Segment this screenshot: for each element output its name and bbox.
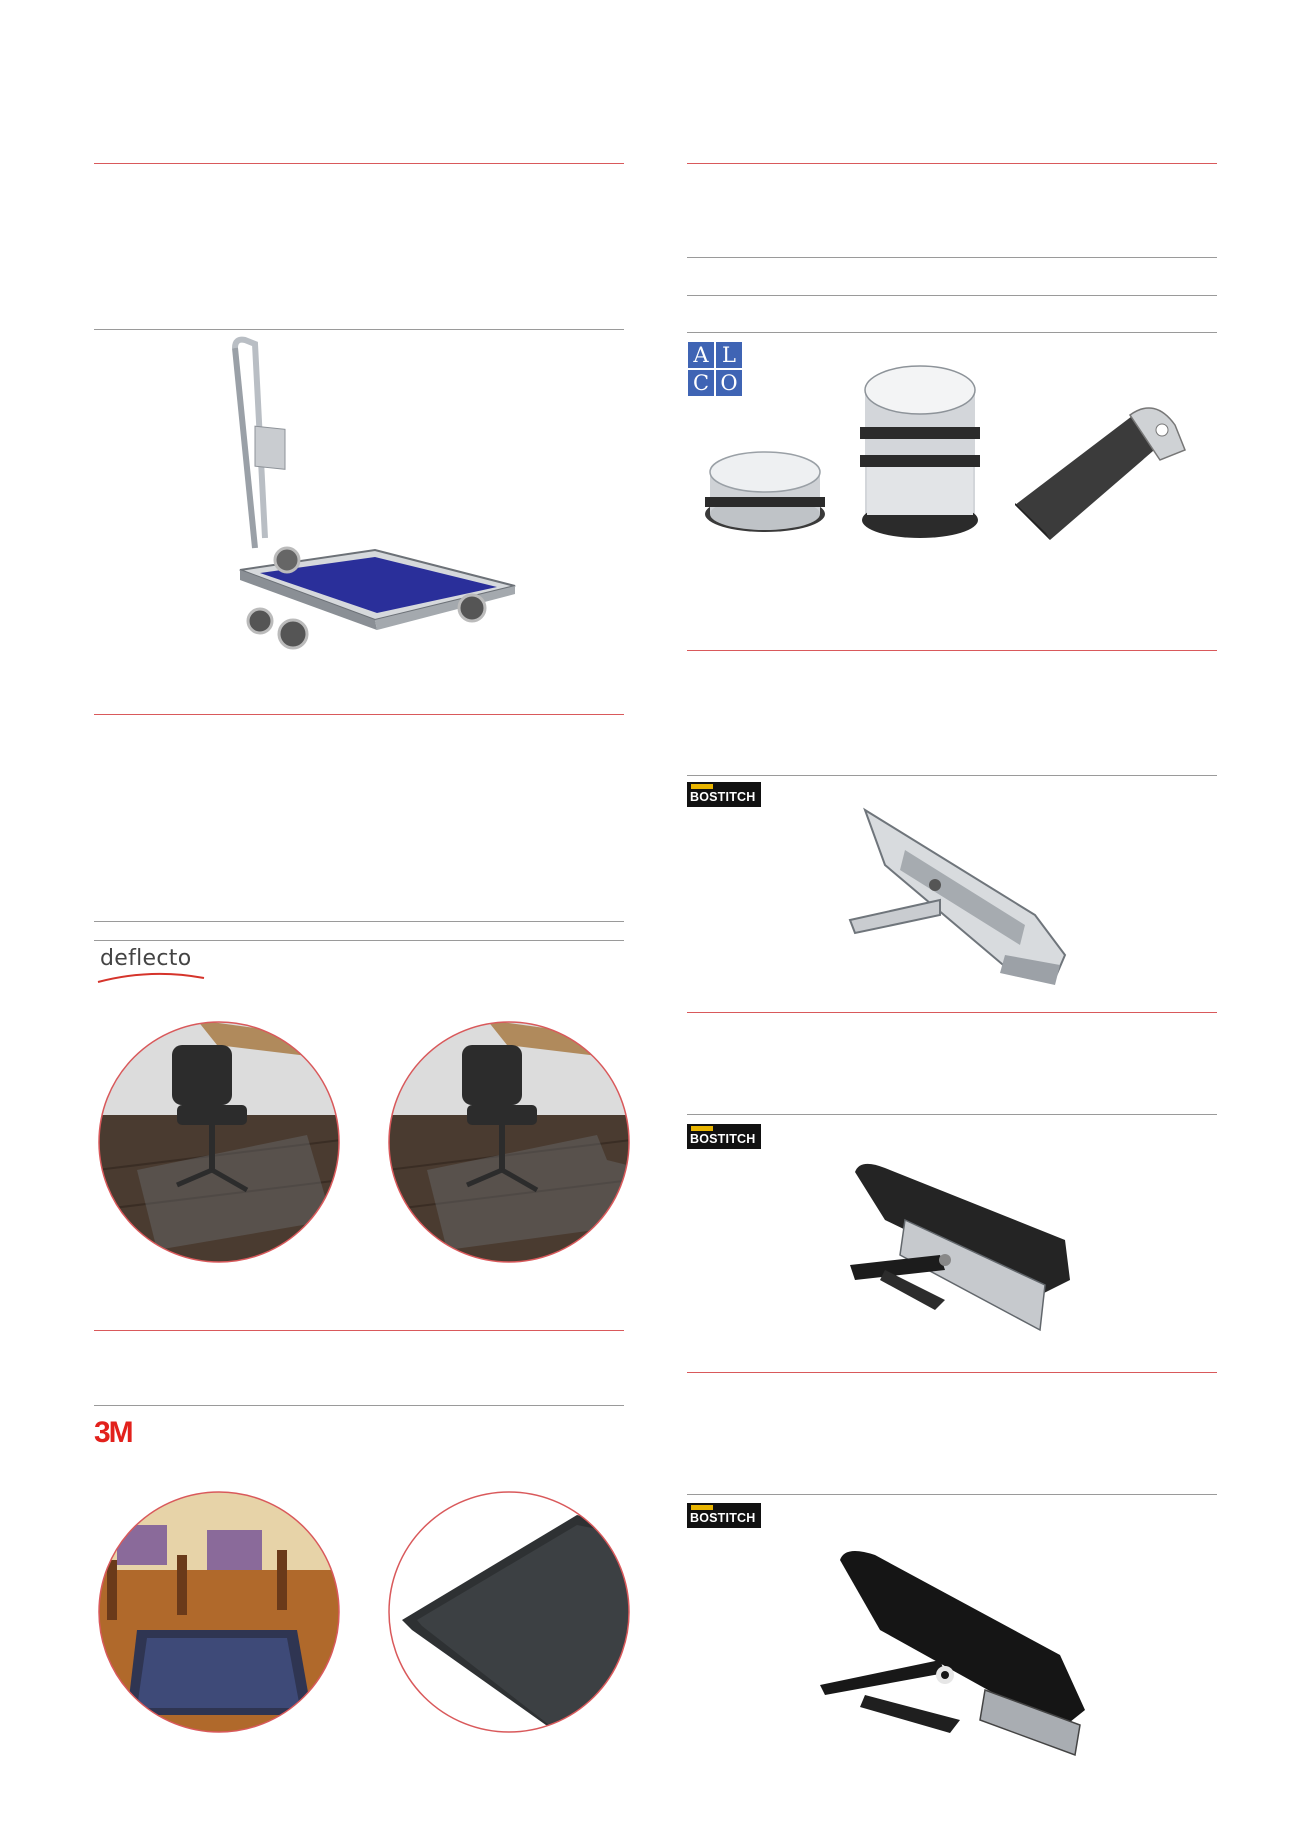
section-rule xyxy=(94,329,624,330)
section-rule xyxy=(687,1372,1217,1373)
deflecto-logo-text: deflecto xyxy=(100,946,192,971)
section-rule xyxy=(687,1114,1217,1115)
plier-stapler-black-image xyxy=(820,1545,1100,1765)
deflecto-swoosh-icon xyxy=(96,972,206,984)
section-rule xyxy=(94,1330,624,1331)
bostitch-logo-text: BOSTITCH xyxy=(690,1511,756,1525)
chair-mat-rectangular-image xyxy=(97,1020,341,1264)
door-stop-round-low-image xyxy=(700,442,835,542)
bostitch-logo xyxy=(687,1124,761,1149)
bostitch-logo-text: BOSTITCH xyxy=(690,1132,756,1146)
platform-trolley-image xyxy=(225,338,525,658)
alco-logo xyxy=(688,342,742,396)
section-rule xyxy=(687,775,1217,776)
section-rule xyxy=(687,163,1217,164)
entrance-mat-corner-image xyxy=(387,1490,631,1734)
section-rule xyxy=(94,163,624,164)
section-rule xyxy=(687,295,1217,296)
section-rule xyxy=(94,940,624,941)
entrance-mat-restaurant-image xyxy=(97,1490,341,1734)
bostitch-logo-text: BOSTITCH xyxy=(690,790,756,804)
three-m-logo: 3M xyxy=(94,1416,132,1449)
door-stop-wedge-image xyxy=(1010,405,1210,540)
bostitch-logo xyxy=(687,1503,761,1528)
bostitch-logo xyxy=(687,782,761,807)
section-rule xyxy=(687,1494,1217,1495)
section-rule xyxy=(94,1405,624,1406)
alco-letter: C xyxy=(688,370,714,396)
door-stop-round-tall-image xyxy=(855,355,990,545)
section-rule xyxy=(94,921,624,922)
section-rule xyxy=(687,650,1217,651)
alco-letter: L xyxy=(716,342,742,368)
deflecto-logo xyxy=(100,946,191,971)
alco-letter: O xyxy=(716,370,742,396)
plier-stapler-black-chrome-image xyxy=(845,1160,1075,1335)
section-rule xyxy=(687,257,1217,258)
section-rule xyxy=(94,714,624,715)
alco-letter: A xyxy=(688,342,714,368)
section-rule xyxy=(687,332,1217,333)
chair-mat-lipped-image xyxy=(387,1020,631,1264)
section-rule xyxy=(687,1012,1217,1013)
plier-stapler-chrome-image xyxy=(845,805,1075,990)
